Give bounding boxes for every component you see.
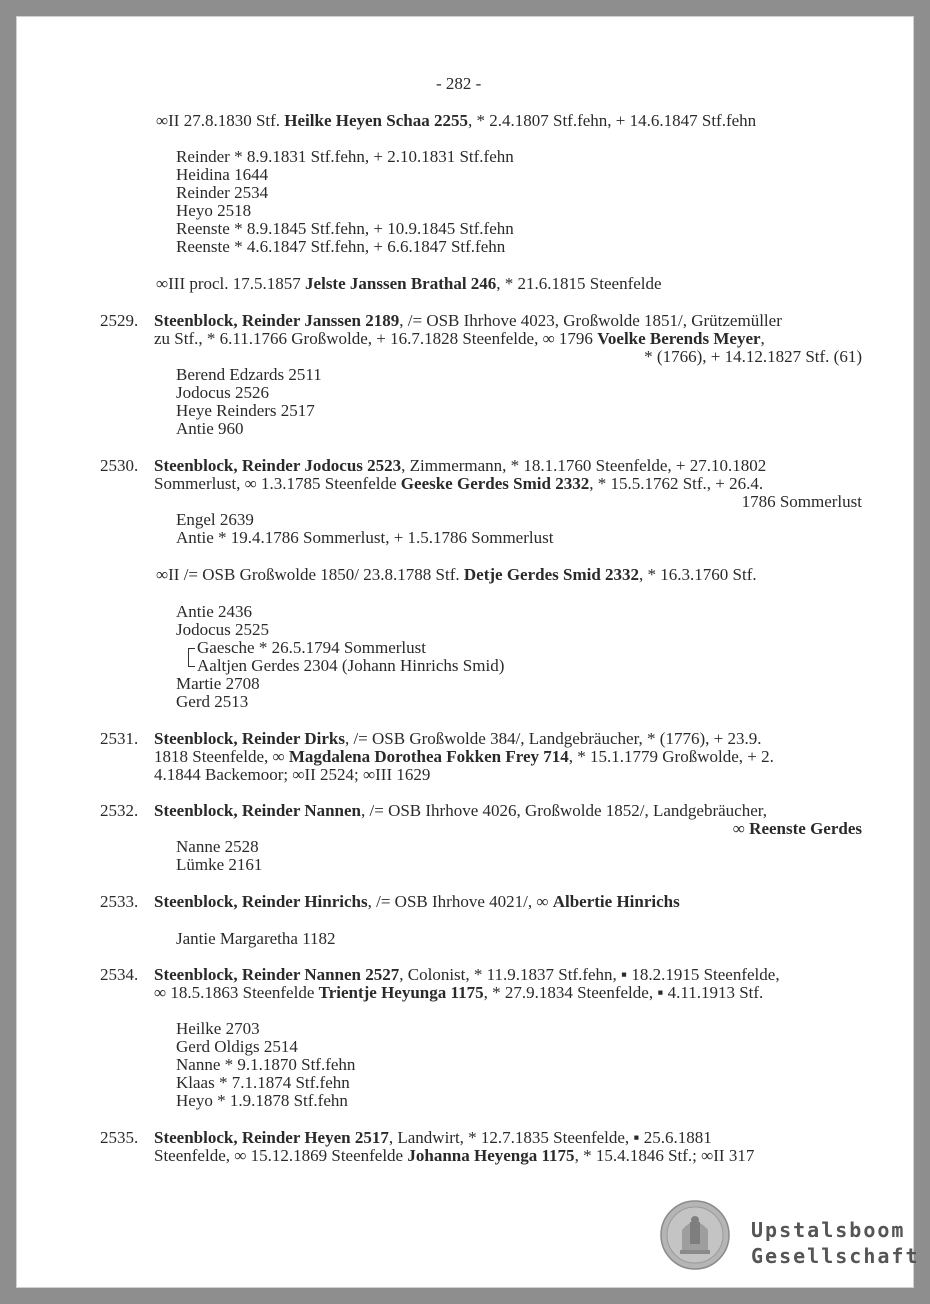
entry-line: Steenblock, Reinder Hinrichs, /= OSB Ihrhove 4021/, ∞ Albertie Hinrichs	[154, 892, 680, 911]
child-line: Aaltjen Gerdes 2304 (Johann Hinrichs Smid)	[197, 656, 505, 675]
child-line: Jodocus 2526	[176, 383, 270, 402]
child-line: Heidina 1644	[176, 165, 269, 184]
entry-line: ∞ Reenste Gerdes	[732, 819, 862, 838]
child-line: Reenste * 8.9.1845 Stf.fehn, + 10.9.1845 Stf.fehn	[176, 219, 514, 238]
child-line: Reinder * 8.9.1831 Stf.fehn, + 2.10.1831 Stf.fehn	[176, 147, 514, 166]
page-number: - 282 -	[436, 74, 482, 93]
child-line: Reinder 2534	[176, 183, 269, 202]
entry-line: Steenblock, Reinder Dirks, /= OSB Großwolde 384/, Landgebräucher, * (1776), + 23.9.	[154, 729, 762, 748]
entry-line: Sommerlust, ∞ 1.3.1785 Steenfelde Geeske Gerdes Smid 2332, * 15.5.1762 Stf., + 26.4.	[154, 474, 764, 493]
child-line: Lümke 2161	[176, 855, 263, 874]
child-line: Nanne 2528	[176, 837, 259, 856]
child-line: Gerd Oldigs 2514	[176, 1037, 298, 1056]
child-line: Berend Edzards 2511	[176, 365, 322, 384]
child-line: Antie 960	[176, 419, 244, 438]
seal-logo-icon	[660, 1200, 730, 1270]
entry-line: Steenfelde, ∞ 15.12.1869 Steenfelde Johanna Heyenga 1175, * 15.4.1846 Stf.; ∞II 317	[154, 1146, 755, 1165]
entry-line: 1786 Sommerlust	[741, 492, 862, 511]
marriage-line: ∞II 27.8.1830 Stf. Heilke Heyen Schaa 2255, * 2.4.1807 Stf.fehn, + 14.6.1847 Stf.fehn	[156, 111, 757, 130]
twin-bracket	[188, 657, 195, 667]
entry-line: 1818 Steenfelde, ∞ Magdalena Dorothea Fokken Frey 714, * 15.1.1779 Großwolde, + 2.	[154, 747, 774, 766]
entry-number: 2530.	[100, 456, 139, 475]
child-line: Jantie Margaretha 1182	[176, 929, 336, 948]
child-line: Gaesche * 26.5.1794 Sommerlust	[197, 638, 426, 657]
entry-line: Steenblock, Reinder Nannen, /= OSB Ihrhove 4026, Großwolde 1852/, Landgebräucher,	[154, 801, 767, 820]
logo-text-line2: Gesellschaft	[751, 1244, 920, 1268]
child-line: Antie * 19.4.1786 Sommerlust, + 1.5.1786 Sommerlust	[176, 528, 554, 547]
entry-number: 2531.	[100, 729, 139, 748]
child-line: Gerd 2513	[176, 692, 249, 711]
entry-number: 2532.	[100, 801, 139, 820]
child-line: Heilke 2703	[176, 1019, 260, 1038]
child-line: Heyo 2518	[176, 201, 252, 220]
entry-line: ∞ 18.5.1863 Steenfelde Trientje Heyunga 1175, * 27.9.1834 Steenfelde, ▪ 4.11.1913 Stf.	[154, 983, 764, 1002]
entry-line: Steenblock, Reinder Nannen 2527, Colonist, * 11.9.1837 Stf.fehn, ▪ 18.2.1915 Steenfelde,	[154, 965, 780, 984]
child-line: Heyo * 1.9.1878 Stf.fehn	[176, 1091, 348, 1110]
entry-number: 2535.	[100, 1128, 139, 1147]
marriage-line: ∞II /= OSB Großwolde 1850/ 23.8.1788 Stf. Detje Gerdes Smid 2332, * 16.3.1760 Stf.	[156, 565, 757, 584]
child-line: Jodocus 2525	[176, 620, 270, 639]
child-line: Klaas * 7.1.1874 Stf.fehn	[176, 1073, 350, 1092]
child-line: Reenste * 4.6.1847 Stf.fehn, + 6.6.1847 Stf.fehn	[176, 237, 506, 256]
entry-line: Steenblock, Reinder Heyen 2517, Landwirt, * 12.7.1835 Steenfelde, ▪ 25.6.1881	[154, 1128, 712, 1147]
marriage-line: ∞III procl. 17.5.1857 Jelste Janssen Brathal 246, * 21.6.1815 Steenfelde	[156, 274, 662, 293]
logo-text-line1: Upstalsboom	[751, 1218, 906, 1242]
child-line: Heye Reinders 2517	[176, 401, 315, 420]
entry-line: zu Stf., * 6.11.1766 Großwolde, + 16.7.1828 Steenfelde, ∞ 1796 Voelke Berends Meyer,	[154, 329, 765, 348]
entry-number: 2533.	[100, 892, 139, 911]
child-line: Nanne * 9.1.1870 Stf.fehn	[176, 1055, 356, 1074]
child-line: Engel 2639	[176, 510, 254, 529]
entry-line: * (1766), + 14.12.1827 Stf. (61)	[644, 347, 862, 366]
document-page	[16, 16, 920, 1288]
entry-number: 2534.	[100, 965, 139, 984]
entry-line: Steenblock, Reinder Jodocus 2523, Zimmermann, * 18.1.1760 Steenfelde, + 27.10.1802	[154, 456, 767, 475]
entry-number: 2529.	[100, 311, 139, 330]
child-line: Antie 2436	[176, 602, 253, 621]
entry-line: Steenblock, Reinder Janssen 2189, /= OSB Ihrhove 4023, Großwolde 1851/, Grützemüller	[154, 311, 782, 330]
child-line: Martie 2708	[176, 674, 260, 693]
entry-line: 4.1844 Backemoor; ∞II 2524; ∞III 1629	[154, 765, 431, 784]
